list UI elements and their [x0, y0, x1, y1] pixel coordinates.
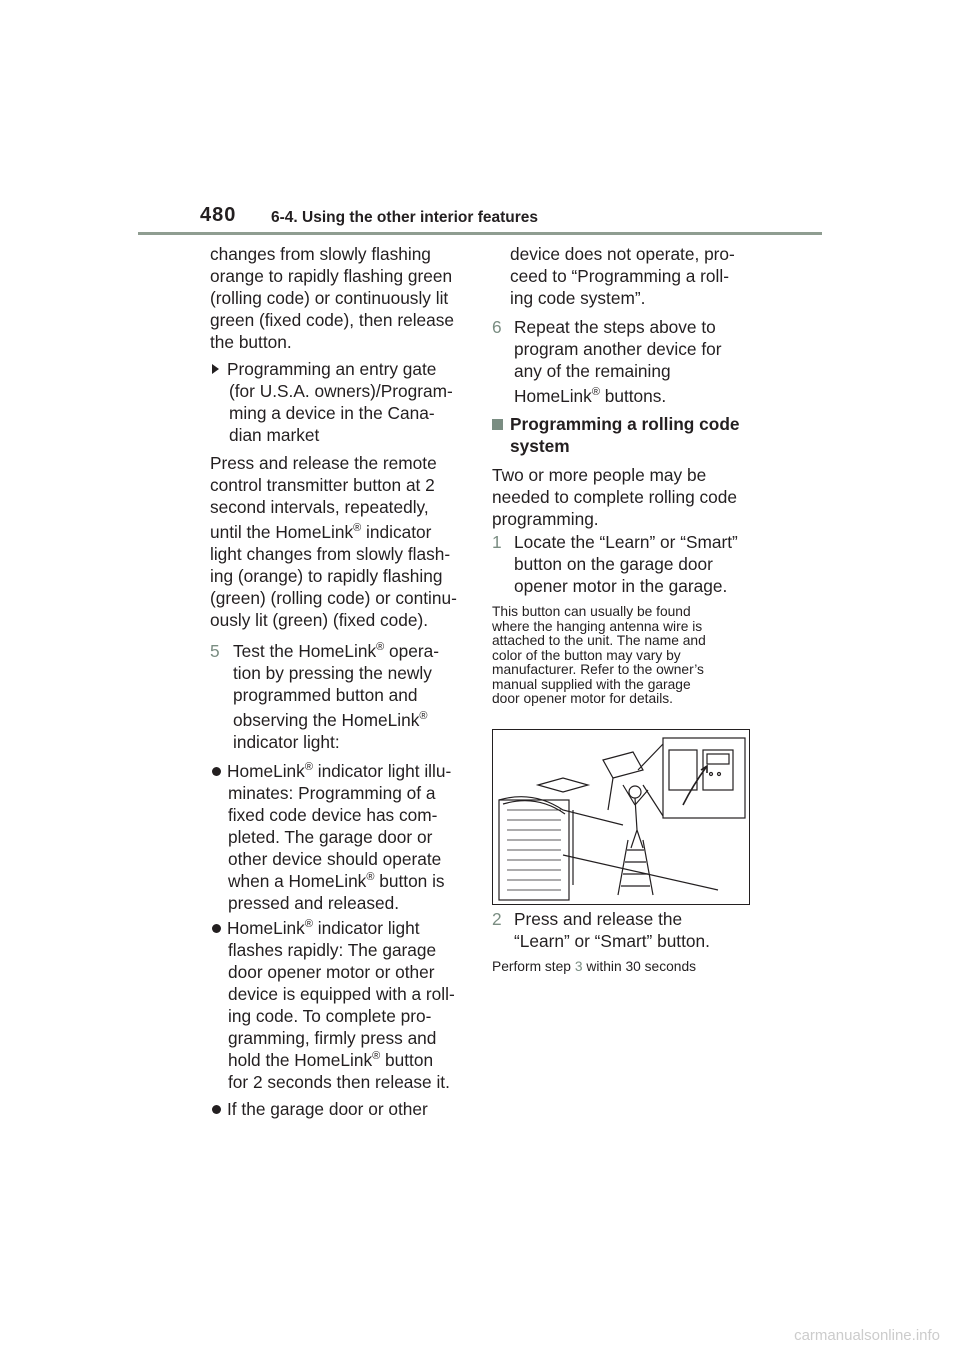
perform-step-note: Perform step 3 within 30 seconds: [492, 959, 697, 974]
step-number: 2: [492, 909, 502, 929]
step-1: 1 Locate the “Learn” or “Smart” button on the garage door opener motor in the garage.: [492, 532, 738, 596]
section-title: 6-4. Using the other interior features: [271, 209, 538, 226]
bullet-fixed-code: HomeLink® indicator light illu- minates: Programming of a fixed code device has com- pleted. The garage door or other device should operate when a HomeLink® button is pressed and released.: [212, 760, 477, 914]
step-number: 1: [492, 532, 502, 552]
bullet-dot-icon: [212, 767, 221, 776]
garage-opener-illustration: [492, 729, 750, 905]
step-2: 2 Press and release the “Learn” or “Smart” button.: [492, 909, 710, 951]
sub-heading: Programming an entry gate (for U.S.A. owners)/Program- ming a device in the Cana- dian market: [212, 358, 472, 446]
bullet-rolling-code: HomeLink® indicator light flashes rapidly: The garage door opener motor or other device is equipped with a roll- ing code. To complete pro- gramming, firmly press and hold the HomeLink® button for 2 seconds then release it.: [212, 917, 477, 1093]
page-number: 480: [200, 204, 237, 226]
watermark: carmanualsonline.info: [794, 1327, 940, 1344]
step-ref-number: 3: [574, 959, 583, 974]
bullet-dot-icon: [212, 924, 221, 933]
step-5: 5 Test the HomeLink® opera- tion by pressing the newly programmed button and observing the HomeLink® indicator light:: [210, 641, 439, 752]
header-rule: [138, 232, 822, 235]
step-number: 5: [210, 641, 220, 661]
step-6: 6 Repeat the steps above to program another device for any of the remaining HomeLink® buttons.: [492, 317, 722, 406]
step-number: 6: [492, 317, 502, 337]
entry-gate-paragraph: Press and release the remote control transmitter button at 2 second intervals, repeatedly, until the HomeLink® indicator light changes from slowly flash- ing (orange) to rapidly flashing (green) (rolling code) or continu- ously lit (green) (fixed code).: [210, 453, 457, 630]
continued-paragraph: device does not operate, pro- ceed to “Programming a roll- ing code system”.: [510, 244, 735, 308]
bullet-dot-icon: [212, 1105, 221, 1114]
triangle-bullet-icon: [212, 364, 219, 374]
button-location-note: This button can usually be found where the hanging antenna wire is attached to the unit. The name and color of the button may vary by manufacturer. Refer to the owner’s manual supplied with the garage door opener motor for details.: [492, 604, 706, 706]
garage-illustration-svg: [493, 730, 749, 904]
square-bullet-icon: [492, 419, 503, 430]
rolling-code-heading: Programming a rolling code system: [492, 413, 762, 457]
rolling-code-paragraph: Two or more people may be needed to complete rolling code programming.: [492, 465, 737, 529]
bullet-not-operate: If the garage door or other: [212, 1098, 477, 1120]
intro-paragraph: changes from slowly flashing orange to rapidly flashing green (rolling code) or continuously lit green (fixed code), then release the button.: [210, 244, 455, 352]
